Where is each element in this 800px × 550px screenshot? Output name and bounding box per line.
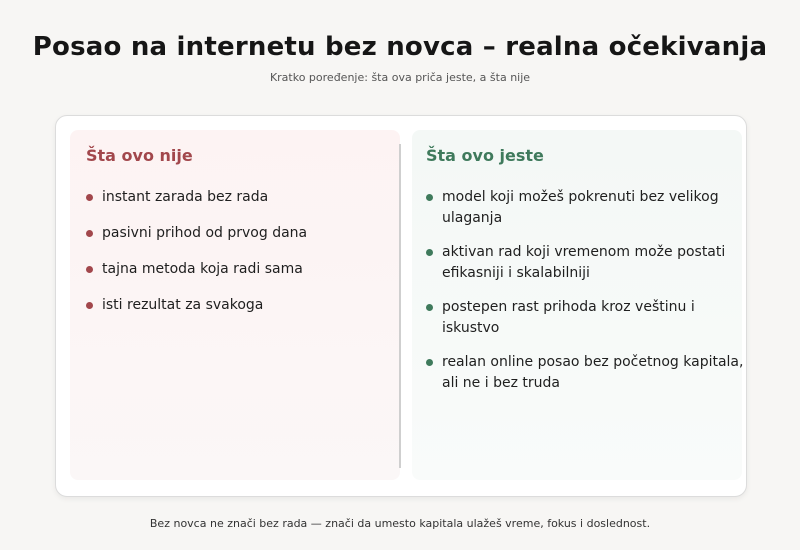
bullet-dot-icon <box>86 302 93 309</box>
not-list <box>86 187 386 331</box>
list-item <box>426 187 746 229</box>
list-item-text: realan online posao bez početnog kapitala, ali ne i bez truda <box>442 354 744 391</box>
bullet-dot-icon <box>86 266 93 273</box>
list-item <box>426 352 746 394</box>
list-item-text: isti rezultat za svakoga <box>102 297 264 313</box>
list-item <box>86 187 386 208</box>
comparison-card <box>55 115 747 497</box>
list-item <box>426 297 746 339</box>
page-subtitle: Kratko poređenje: šta ova priča jeste, a šta nije <box>269 71 531 84</box>
list-item <box>86 259 386 280</box>
page-title: Posao na internetu bez novca – realna očekivanja <box>32 32 768 62</box>
list-item-text: model koji možeš pokrenuti bez velikog ulaganja <box>442 189 719 226</box>
list-item-text: tajna metoda koja radi sama <box>102 261 303 277</box>
list-item-text: postepen rast prihoda kroz veštinu i iskustvo <box>442 299 695 336</box>
list-item-text: instant zarada bez rada <box>102 189 269 205</box>
is-list <box>426 187 746 407</box>
bullet-dot-icon <box>86 194 93 201</box>
is-column-title: Šta ovo jeste <box>426 146 544 165</box>
bullet-dot-icon <box>426 249 433 256</box>
bullet-dot-icon <box>86 230 93 237</box>
footer-note: Bez novca ne znači bez rada — znači da umesto kapitala ulažeš vreme, fokus i doslednost. <box>149 517 651 530</box>
column-divider <box>399 144 401 468</box>
bullet-dot-icon <box>426 359 433 366</box>
not-column-title: Šta ovo nije <box>86 146 193 165</box>
list-item <box>86 223 386 244</box>
list-item <box>86 295 386 316</box>
list-item-text: aktivan rad koji vremenom može postati efikasniji i skalabilniji <box>442 244 726 281</box>
bullet-dot-icon <box>426 304 433 311</box>
bullet-dot-icon <box>426 194 433 201</box>
list-item-text: pasivni prihod od prvog dana <box>102 225 308 241</box>
list-item <box>426 242 746 284</box>
